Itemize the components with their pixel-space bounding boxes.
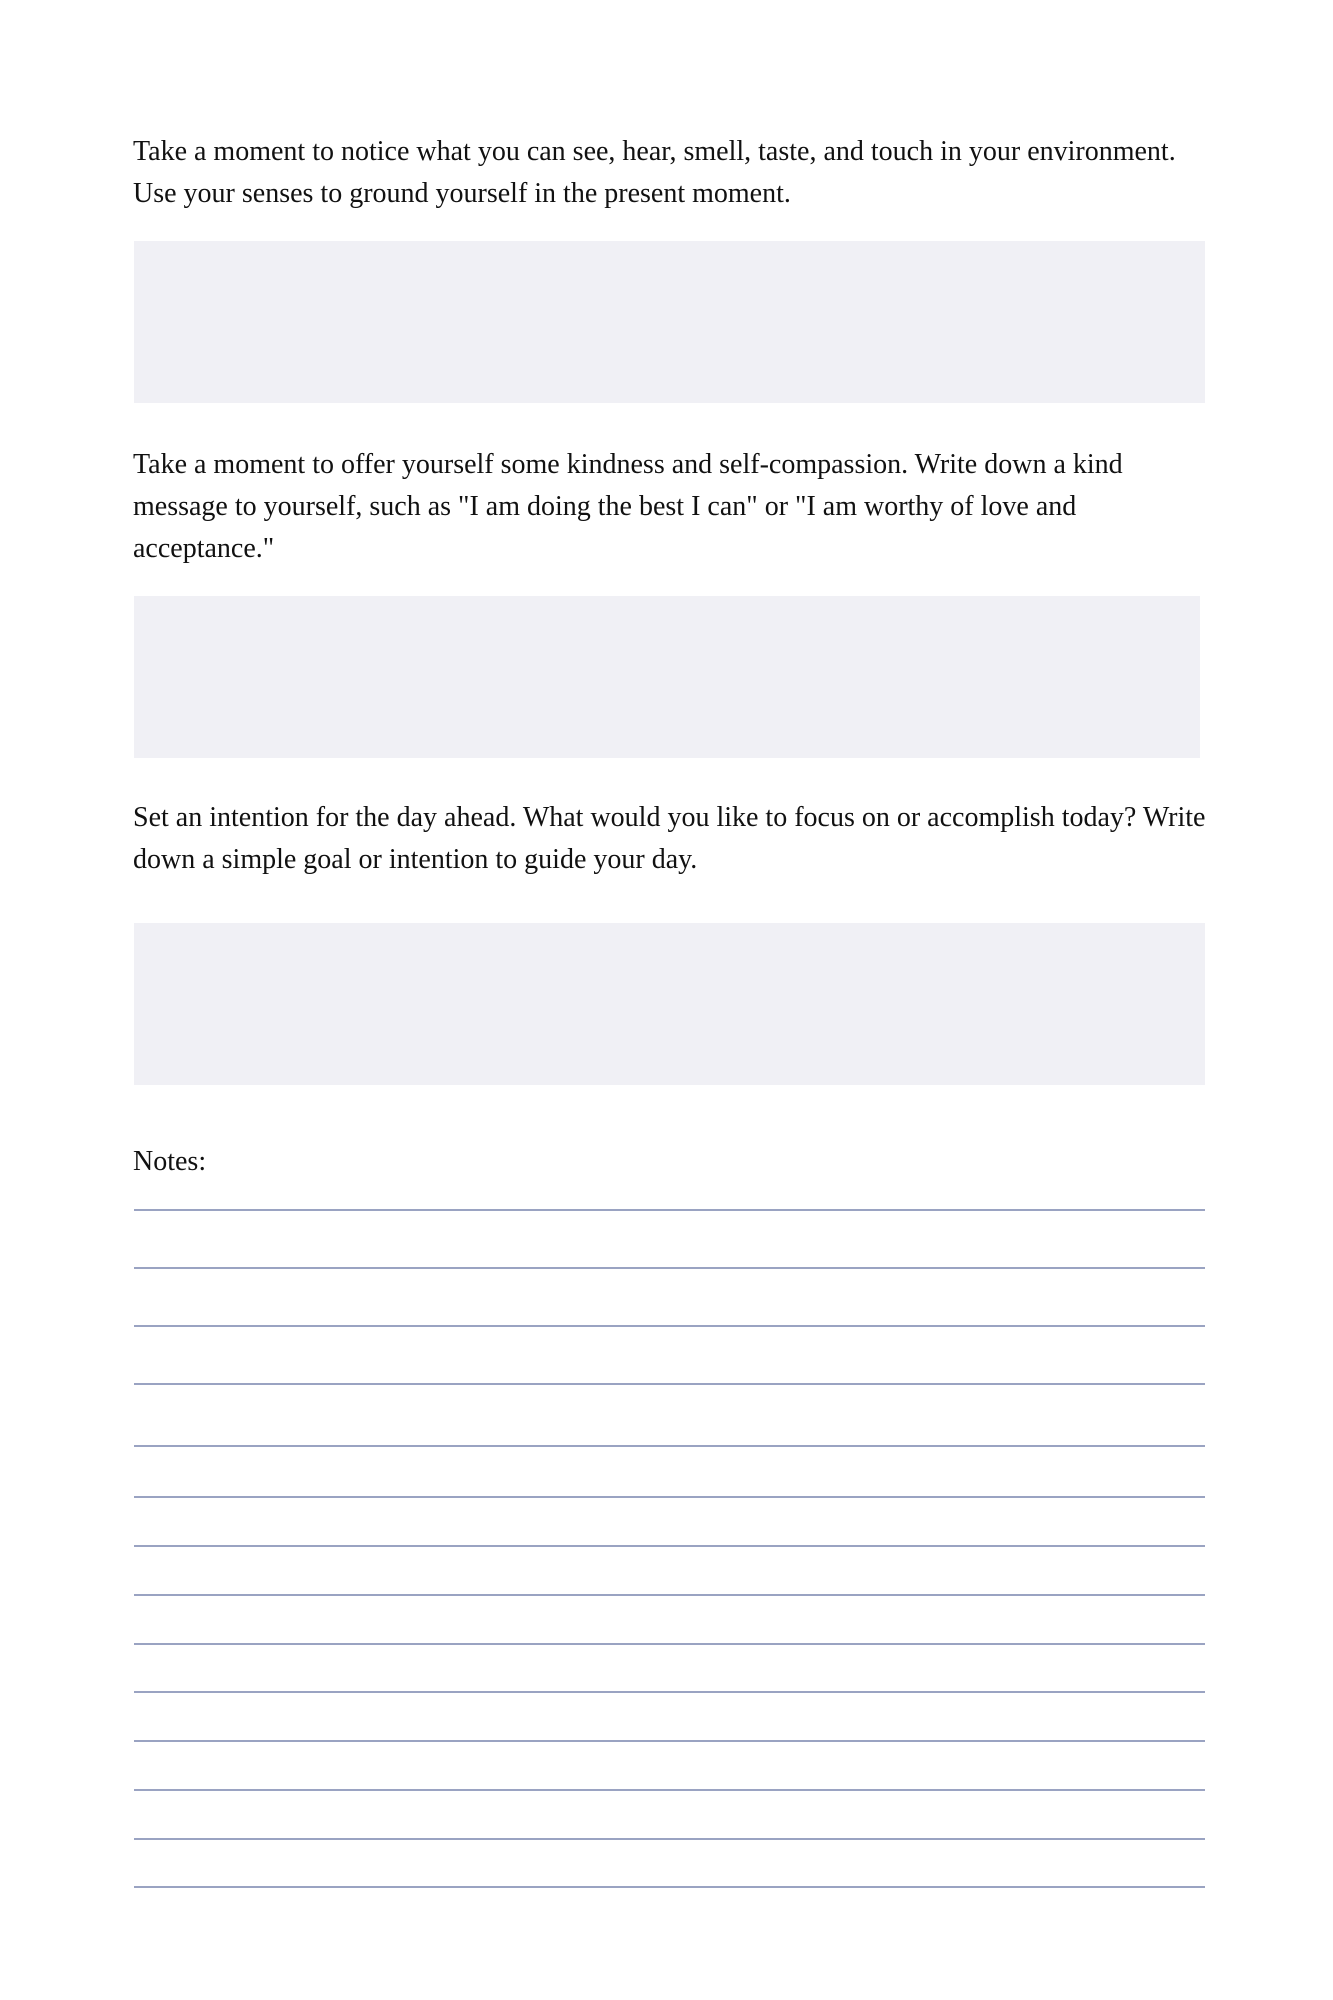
note-line[interactable]	[134, 1789, 1205, 1791]
note-line[interactable]	[134, 1740, 1205, 1742]
note-line[interactable]	[134, 1496, 1205, 1498]
prompt-intention: Set an intention for the day ahead. What would you like to focus on or accomplish today? Write down a simple goal or intention to guide your day.	[133, 802, 1206, 875]
note-line[interactable]	[134, 1383, 1205, 1385]
note-line[interactable]	[134, 1209, 1205, 1211]
answer-box-senses[interactable]	[134, 241, 1205, 403]
note-line[interactable]	[134, 1445, 1205, 1447]
note-line[interactable]	[134, 1325, 1205, 1327]
notes-label: Notes:	[133, 1146, 207, 1177]
answer-box-intention[interactable]	[134, 923, 1205, 1085]
prompt-self-compassion: Take a moment to offer yourself some kindness and self-compassion. Write down a kind message to yourself, such as "I am doing the best I can" or "I am worthy of love and acceptance."	[133, 449, 1123, 564]
note-line[interactable]	[134, 1886, 1205, 1888]
note-line[interactable]	[134, 1267, 1205, 1269]
note-line[interactable]	[134, 1838, 1205, 1840]
answer-box-self-compassion[interactable]	[134, 596, 1200, 758]
note-line[interactable]	[134, 1643, 1205, 1645]
note-line[interactable]	[134, 1594, 1205, 1596]
prompt-senses: Take a moment to notice what you can see, hear, smell, taste, and touch in your environment. Use your senses to ground yourself in the present moment.	[133, 136, 1176, 209]
note-line[interactable]	[134, 1691, 1205, 1693]
note-line[interactable]	[134, 1545, 1205, 1547]
